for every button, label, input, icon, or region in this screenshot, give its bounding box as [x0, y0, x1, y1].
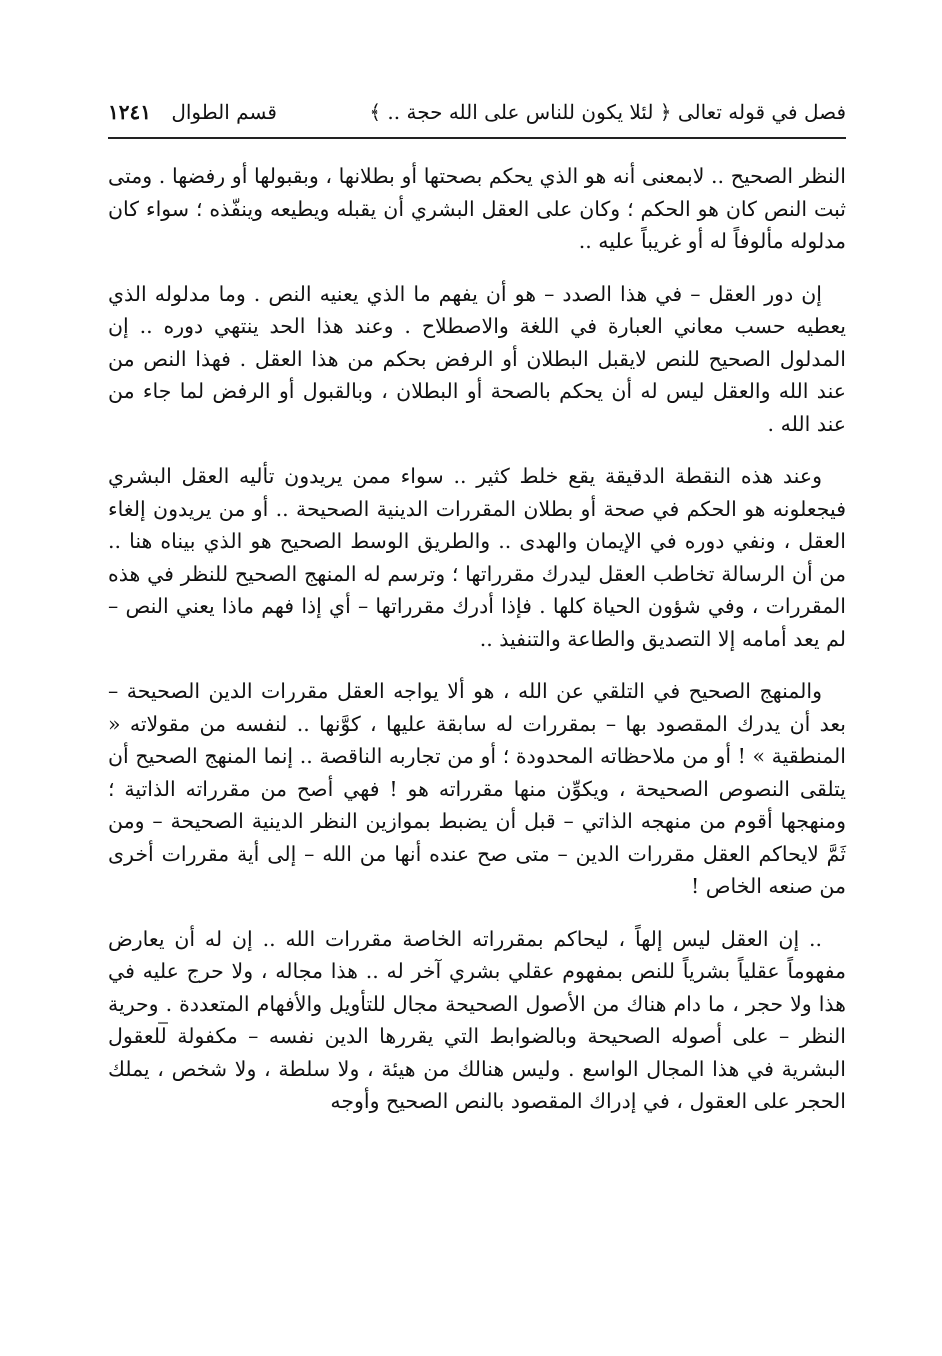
header-divider	[108, 137, 846, 139]
page-number: ١٢٤١	[108, 100, 151, 124]
paragraph-2: إن دور العقل – في هذا الصدد – هو أن يفهم ما الذي يعنيه النص . وما مدلوله الذي يعطيه حسب معاني العبارة في اللغة والاصطلاح . وعند هذا الحد ينتهي دوره .. إن المدلول الصحيح للنص لايقبل البطلان أو الرفض بحكم من هذا العقل . فهذا النص من عند الله والعقل ليس له أن يحكم بالصحة أو البطلان ، وبالقبول أو الرفض لما جاء من عند الله .	[108, 281, 846, 436]
print-speck	[158, 1022, 168, 1024]
chapter-title: فصل في قوله تعالى ﴿ لئلا يكون للناس على الله حجة .. ﴾	[369, 100, 846, 124]
paragraph-4: والمنهج الصحيح في التلقي عن الله ، هو ألا يواجه العقل مقررات الدين الصحيحة – بعد أن يدرك المقصود بها – بمقررات له سابقة عليها ، كوَّنها .. لنفسه من مقولاته « المنطقية » ! أو من ملاحظاته المحدودة ؛ أو من تجاربه الناقصة .. إنما المنهج الصحيح أن يتلقى النصوص الصحيحة ، ويكوِّن منها مقرراته هو ! فهي أصح من مقرراته الذاتية ؛ ومنهجها أقوم من منهجه الذاتي – قبل أن يضبط بموازين النظر الدينية الصحيحة – ومن ثَمَّ لايحاكم العقل مقررات الدين – متى صح عنده أنها من الله – إلى أية مقررات أخرى من صنعه الخاص !	[108, 679, 846, 898]
body-text	[108, 160, 846, 1138]
section-name: قسم الطوال	[171, 100, 277, 124]
paragraph-5: .. إن العقل ليس إلهاً ، ليحاكم بمقرراته الخاصة مقررات الله .. إن له أن يعارض مفهوماً عقلياً بشرياً للنص بمفهوم عقلي بشري آخر له .. هذا مجاله ، ولا حرج عليه في هذا ولا حجر ، ما دام هناك من الأصول الصحيحة مجال للتأويل والأفهام المتعددة . وحرية النظر – على أصوله الصحيحة وبالضوابط التي يقررها الدين نفسه – مكفولة للعقول البشرية في هذا المجال الواسع . وليس هنالك من هيئة ، ولا سلطة ، ولا شخص ، يملك الحجر على العقول ، في إدراك المقصود بالنص الصحيح وأوجه	[108, 926, 846, 1113]
header-section-and-page	[108, 100, 277, 124]
paragraph-3: وعند هذه النقطة الدقيقة يقع خلط كثير .. سواء ممن يريدون تأليه العقل البشري فيجعلونه هو الحكم في صحة أو بطلان المقررات الدينية الصحيحة .. أو من يريدون إلغاء العقل ، ونفي دوره في الإيمان والهدى .. والطريق الوسط الصحيح هو الذي بيناه هنا .. من أن الرسالة تخاطب العقل ليدرك مقرراتها ؛ وترسم له المنهج الصحيح للنظر في هذه المقررات ، وفي شؤون الحياة كلها . فإذا أدرك مقرراتها – أي إذا فهم ماذا يعني النص – لم يعد أمامه إلا التصديق والطاعة والتنفيذ ..	[108, 464, 846, 651]
running-header	[108, 96, 846, 132]
paragraph-1: النظر الصحيح .. لابمعنى أنه هو الذي يحكم بصحتها أو بطلانها ، وبقبولها أو رفضها . ومتى ثبت النص كان هو الحكم ؛ وكان على العقل البشري أن يقبله ويطيعه وينفّذه ؛ سواء كان مدلوله مألوفاً له أو غريباً عليه ..	[108, 164, 846, 253]
